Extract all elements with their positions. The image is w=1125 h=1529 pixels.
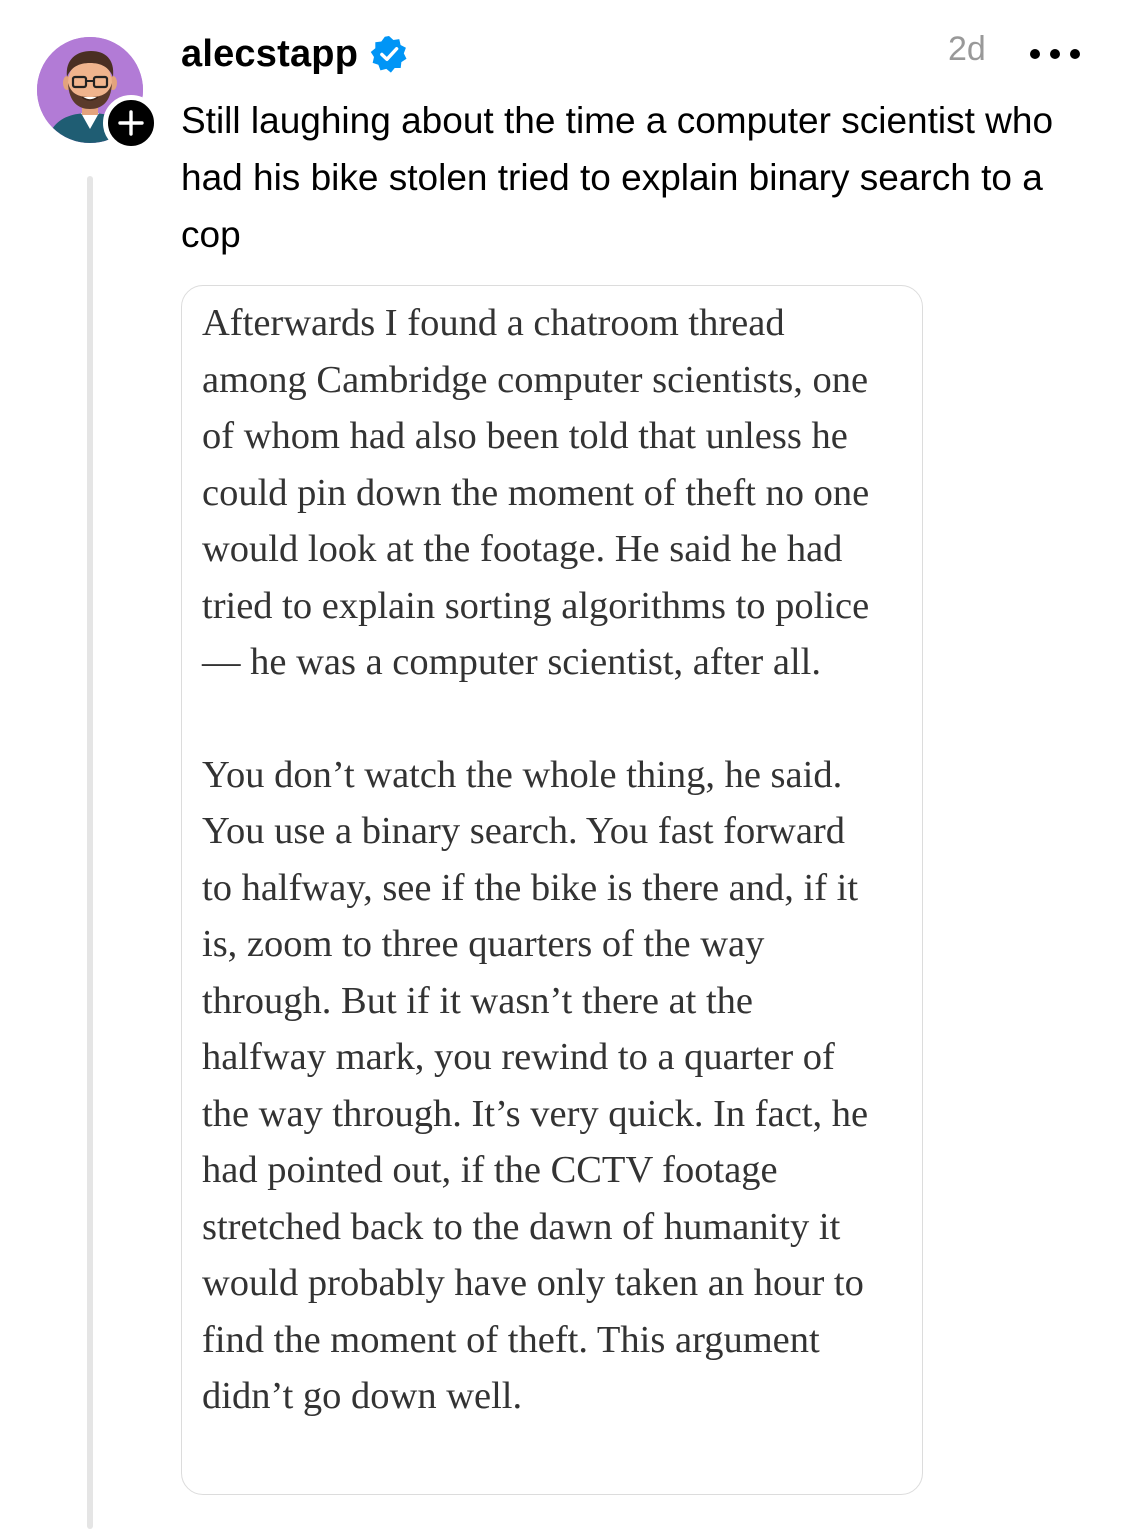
quoted-image-card[interactable]: [181, 285, 923, 1495]
quote-paragraph-1: Afterwards I found a chatroom thread among Cambridge computer scientists, one of whom had also been told that unless he could pin down the moment of theft no one would look at the footage. He said he had tried to explain sorting algorithms to police — he was a computer scientist, after all.: [202, 302, 870, 683]
quote-paragraph-2: You don’t watch the whole thing, he said. You use a binary search. You fast forward to halfway, see if the bike is there and, if it is, zoom to three quarters of the way through. But if it wasn’t there at the halfway mark, you rewind to a quarter of the way through. It’s very quick. In fact, he had pointed out, if the CCTV footage stretched back to the dawn of humanity it would probably have only taken an hour to find the moment of theft. This argument didn’t go down well.: [202, 753, 869, 1417]
more-horizontal-icon-dot: [1030, 49, 1040, 59]
thread-line: [87, 176, 93, 1529]
timestamp: 2d: [948, 30, 986, 68]
follow-button[interactable]: [103, 95, 159, 151]
plus-icon: [118, 110, 144, 136]
more-options-button[interactable]: [1030, 34, 1080, 74]
avatar-container[interactable]: [37, 37, 143, 143]
username[interactable]: alecstapp: [181, 32, 359, 75]
more-horizontal-icon-dot: [1050, 49, 1060, 59]
username-row[interactable]: [181, 28, 408, 80]
post-text: Still laughing about the time a computer scientist who had his bike stolen tried to explain binary search to a cop: [181, 100, 1054, 255]
more-horizontal-icon-dot: [1070, 49, 1080, 59]
verified-badge-icon: [370, 35, 408, 73]
